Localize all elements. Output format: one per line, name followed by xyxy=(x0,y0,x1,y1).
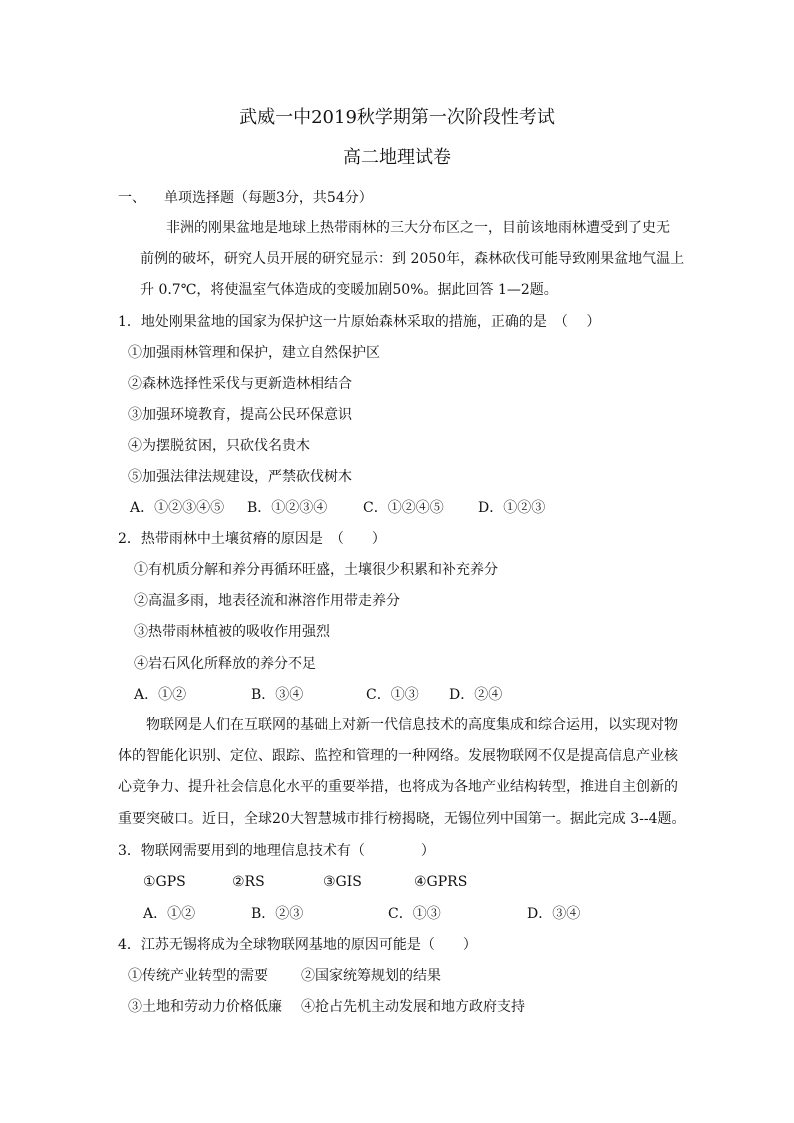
question-4-item-4: ④抢占先机主动发展和地方政府支持 xyxy=(301,999,525,1015)
question-2-options xyxy=(0,685,794,705)
question-3-item-2: ②RS xyxy=(232,874,265,890)
exam-subtitle: 高二地理试卷 xyxy=(343,147,451,168)
question-1-item-1: ①加强雨林管理和保护，建立自然保护区 xyxy=(128,345,380,361)
passage2-line-3: 心竞争力、提升社会信息化水平的重要举措，也将成为各地产业结构转型，推进自主创新的 xyxy=(118,779,678,795)
question-2-option-d[interactable]: D．②④ xyxy=(449,687,503,703)
passage1-line-3: 升 0.7℃，将使温室气体造成的变暖加剧50%。据此回答 1—2题。 xyxy=(140,282,558,298)
question-1-stem: 1．地处刚果盆地的国家为保护这一片原始森林采取的措施，正确的是 （ ） xyxy=(118,314,601,330)
passage1-line-2: 前例的破坏，研究人员开展的研究显示：到 2050年，森林砍伐可能导致刚果盆地气温上 xyxy=(140,251,685,267)
question-2-item-3: ③热带雨林植被的吸收作用强烈 xyxy=(134,624,330,640)
question-4-items-row-1 xyxy=(0,966,794,986)
question-4-item-1: ①传统产业转型的需要 xyxy=(128,968,268,984)
question-2-item-1: ①有机质分解和养分再循环旺盛，土壤很少积累和补充养分 xyxy=(134,562,498,578)
question-3-stem: 3．物联网需要用到的地理信息技术有（ ） xyxy=(118,843,435,859)
question-3-item-1: ①GPS xyxy=(143,874,186,890)
question-3-option-d[interactable]: D．③④ xyxy=(527,906,581,922)
question-1-options xyxy=(0,498,794,518)
question-2-item-2: ②高温多雨，地表径流和淋溶作用带走养分 xyxy=(134,593,400,609)
question-3-options xyxy=(0,904,794,924)
section-number: 一、 xyxy=(118,190,146,206)
question-1-option-d[interactable]: D．①②③ xyxy=(478,500,546,516)
question-3-item-4: ④GPRS xyxy=(414,874,468,890)
question-3-item-3: ③GIS xyxy=(323,874,362,890)
question-2-option-b[interactable]: B．③④ xyxy=(251,687,304,703)
question-2-option-c[interactable]: C．①③ xyxy=(366,687,419,703)
question-3-option-c[interactable]: C．①③ xyxy=(388,906,441,922)
question-3-option-b[interactable]: B．②③ xyxy=(251,906,304,922)
question-3-items xyxy=(0,872,794,892)
question-2-option-a[interactable]: A．①② xyxy=(134,687,187,703)
question-1-option-c[interactable]: C．①②④⑤ xyxy=(363,500,444,516)
question-4-stem: 4．江苏无锡将成为全球物联网基地的原因可能是（ ） xyxy=(118,937,477,953)
question-4-item-2: ②国家统筹规划的结果 xyxy=(301,968,441,984)
question-1-item-3: ③加强环境教育，提高公民环保意识 xyxy=(128,407,352,423)
question-1-option-b[interactable]: B．①②③④ xyxy=(247,500,328,516)
question-4-items-row-2 xyxy=(0,997,794,1017)
passage2-line-2: 体的智能化识别、定位、跟踪、监控和管理的一种网络。发展物联网不仅是提高信息产业核 xyxy=(118,748,678,764)
passage1-line-1: 非洲的刚果盆地是地球上热带雨林的三大分布区之一，目前该地雨林遭受到了史无 xyxy=(166,220,670,236)
exam-title: 武威一中2019秋学期第一次阶段性考试 xyxy=(239,107,555,128)
question-2-stem: 2．热带雨林中土壤贫瘠的原因是 （ ） xyxy=(118,531,386,547)
question-2-item-4: ④岩石风化所释放的养分不足 xyxy=(134,656,316,672)
question-1-item-2: ②森林选择性采伐与更新造林相结合 xyxy=(128,376,352,392)
passage2-line-4: 重要突破口。近日，全球20大智慧城市排行榜揭晓，无锡位列中国第一。据此完成 3--4题。 xyxy=(118,811,686,827)
question-3-option-a[interactable]: A．①② xyxy=(143,906,196,922)
passage2-line-1: 物联网是人们在互联网的基础上对新一代信息技术的高度集成和综合运用，以实现对物 xyxy=(146,717,678,733)
question-1-option-a[interactable]: A．①②③④⑤ xyxy=(130,500,225,516)
question-4-item-3: ③土地和劳动力价格低廉 xyxy=(128,999,282,1015)
question-1-item-4: ④为摆脱贫困，只砍伐名贵木 xyxy=(128,438,310,454)
section-heading: 单项选择题（每题3分，共54分） xyxy=(164,190,373,206)
question-1-item-5: ⑤加强法律法规建设，严禁砍伐树木 xyxy=(128,469,352,485)
